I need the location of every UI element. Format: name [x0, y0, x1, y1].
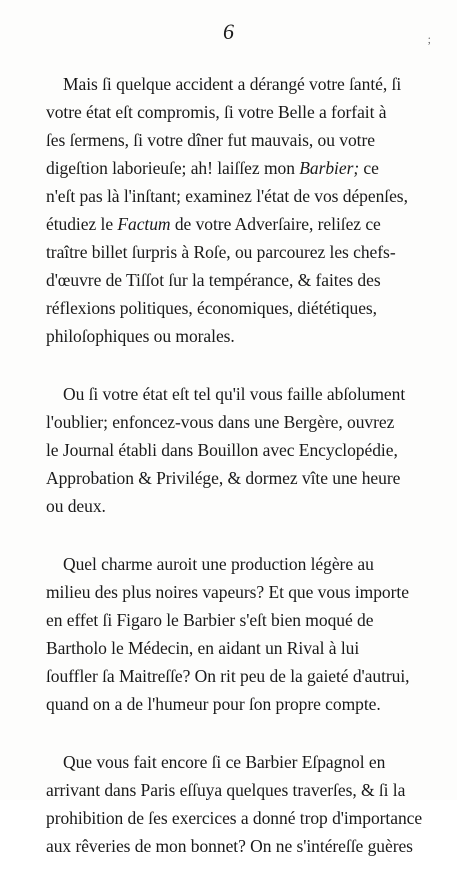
text-line: en effet ſi Figaro le Barbier s'eſt bien moqué de	[46, 610, 374, 630]
text-run: de votre Adverſaire, reliſez ce	[170, 214, 381, 234]
text-line	[46, 210, 457, 238]
text-line: d'œuvre de Tiſſot ſur la tempérance, & faites des	[46, 270, 381, 290]
text-line: traître billet ſurpris à Roſe, ou parcourez les chefs-	[46, 242, 396, 262]
text-line: philoſophiques ou morales.	[46, 326, 235, 346]
text-line: votre état eſt compromis, ſi votre Belle a forfait à	[46, 102, 387, 122]
paragraph-3	[0, 550, 457, 718]
page-number: 6	[223, 19, 234, 44]
text-line: le Journal établi dans Bouillon avec Encyclopédie,	[46, 440, 398, 460]
italic-title-barbier: Barbier;	[299, 158, 360, 178]
text-line: n'eſt pas là l'inſtant; examinez l'état de vos dépenſes,	[46, 186, 408, 206]
text-line: ou deux.	[46, 496, 106, 516]
text-line: Que vous fait encore ſi ce Barbier Eſpagnol en	[63, 752, 386, 772]
text-run: ce	[359, 158, 379, 178]
text-run: digeſtion laborieuſe; ah! laiſſez mon	[46, 158, 300, 178]
text-line	[46, 154, 457, 182]
corner-mark: ;	[427, 32, 431, 46]
text-line: Quel charme auroit une production légère au	[63, 554, 374, 574]
text-line: ſes ſermens, ſi votre dîner fut mauvais, ou votre	[46, 130, 375, 150]
text-line: milieu des plus noires vapeurs? Et que vous importe	[46, 582, 409, 602]
text-run: étudiez le	[46, 214, 118, 234]
paragraph-1	[0, 70, 457, 350]
text-line: réflexions politiques, économiques, diététiques,	[46, 298, 377, 318]
italic-term-factum: Factum	[117, 214, 171, 234]
text-line: ſouffler ſa Maitreſſe? On rit peu de la gaieté d'autrui,	[46, 666, 410, 686]
text-line: quand on a de l'humeur pour ſon propre compte.	[46, 694, 381, 714]
text-line: Ou ſi votre état eſt tel qu'il vous faille abſolument	[63, 384, 406, 404]
paragraph-2	[0, 380, 457, 520]
text-line: arrivant dans Paris eſſuya quelques traverſes, & ſi la	[46, 780, 406, 800]
text-line: aux rêveries de mon bonnet? On ne s'intéreſſe guères	[46, 836, 413, 856]
text-line: Mais ſi quelque accident a dérangé votre ſanté, ſi	[63, 74, 402, 94]
text-line: Bartholo le Médecin, en aidant un Rival à lui	[46, 638, 360, 658]
paragraph-4	[0, 748, 457, 860]
text-line: prohibition de ſes exercices a donné trop d'importance	[46, 808, 423, 828]
text-line: Approbation & Privilége, & dormez vîte une heure	[46, 468, 401, 488]
text-line: l'oublier; enfoncez-vous dans une Bergère, ouvrez	[46, 412, 395, 432]
body-text	[0, 70, 457, 890]
